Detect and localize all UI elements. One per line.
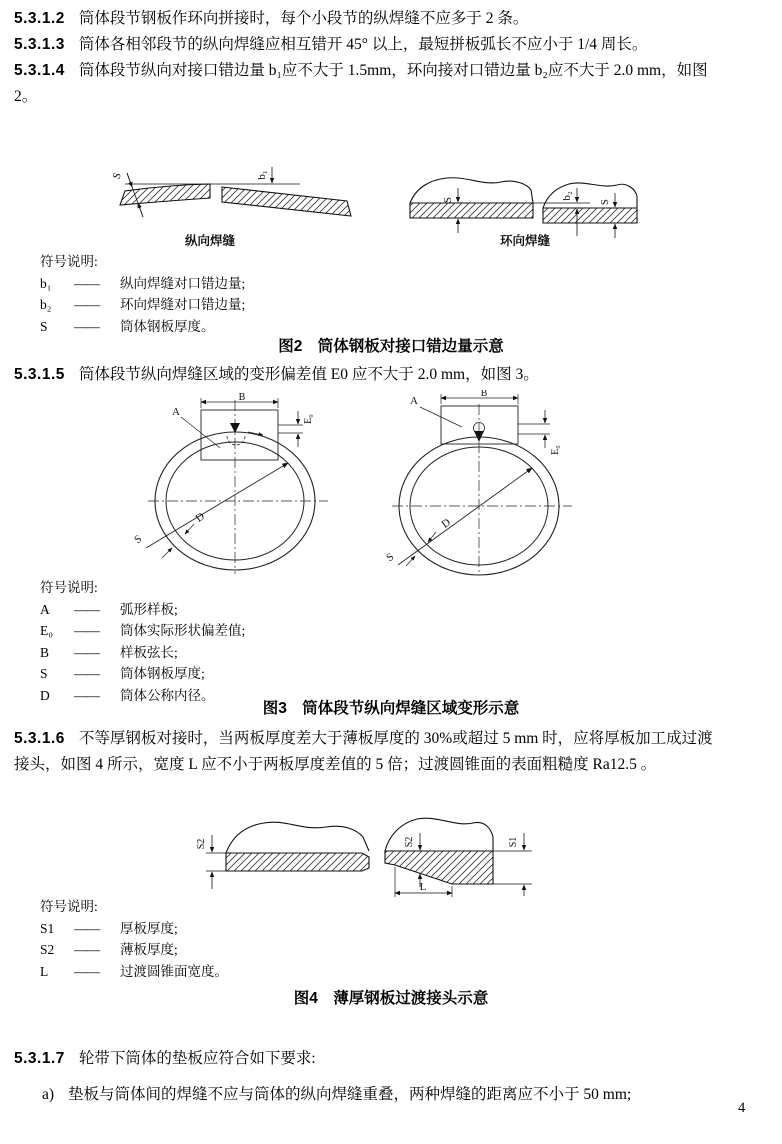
symbol-desc: 厚板厚度; <box>120 920 178 936</box>
fig4-label-s1: S1 <box>508 836 519 848</box>
clause-5-3-1-5 <box>14 362 539 388</box>
fig4-label-s2: S2 <box>196 838 207 850</box>
plate-strip <box>226 853 369 871</box>
fig3-right-diagram <box>392 394 572 575</box>
symbol: S <box>40 666 48 681</box>
symbols-title: 符号说明: <box>40 899 98 914</box>
symbol: D <box>40 687 50 703</box>
d-diameter-line <box>146 463 288 548</box>
clause-item-a <box>42 1082 631 1108</box>
symbol-row <box>40 599 245 621</box>
dash: —— <box>74 275 99 291</box>
symbol: S2 <box>40 942 55 957</box>
dash: —— <box>74 687 99 703</box>
clause-5-3-1-4 <box>14 58 708 84</box>
fig2-label-s: S <box>599 198 611 206</box>
clause-number: 5.3.1.4 <box>14 62 65 79</box>
fig2-label-b1: b₁ <box>256 170 268 180</box>
fig4-thick-plate <box>385 818 532 897</box>
dash: —— <box>74 623 99 638</box>
fig3-label-d: D <box>193 510 207 525</box>
symbol: L <box>40 963 49 979</box>
clause-text: 不等厚钢板对接时，当两板厚度差大于薄板厚度的 30%或超过 5 mm 时，应将厚板加工成过渡 <box>78 730 713 747</box>
symbols-title: 符号说明: <box>40 580 98 595</box>
dash: —— <box>74 318 99 334</box>
fig3-label-b: B <box>238 392 246 403</box>
clause-text: 筒体各相邻段节的纵向焊缝应相互错开 45° 以上，最短拼板弧长不应小于 1/4 周长。 <box>78 36 648 53</box>
clause-number: 5.3.1.3 <box>14 36 65 53</box>
fig4-thin-plate <box>206 822 369 889</box>
dash: —— <box>74 666 99 681</box>
clause-5-3-1-4-wrap <box>14 84 37 110</box>
figure3-caption: 图3 筒体段节纵向焊缝区域变形示意 <box>262 700 520 717</box>
fig2-circumferential-diagram <box>410 178 637 238</box>
fig2-right-subcaption: 环向焊缝 <box>499 234 551 248</box>
figure2-drawing <box>85 160 685 252</box>
a-leader <box>181 417 220 448</box>
symbol-row <box>40 939 228 961</box>
plate <box>120 184 210 205</box>
fig3-label-e0: E₀ <box>303 414 314 424</box>
clause-text: 筒体段节钢板作环向拼接时，每个小段节的纵焊缝不应多于 2 条。 <box>78 10 529 27</box>
dash: —— <box>74 942 99 957</box>
figure4-symbol-list <box>40 896 228 982</box>
fig3-label-e0: E₀ <box>550 445 561 455</box>
figure4-drawing <box>180 806 580 898</box>
fig3-label-s: S <box>384 550 397 565</box>
weld-bump <box>230 423 240 433</box>
symbol: b₂ <box>40 297 52 312</box>
symbols-title: 符号说明: <box>40 254 98 269</box>
symbol-row <box>40 294 245 316</box>
symbol-row <box>40 620 245 642</box>
weld-bump <box>474 431 484 442</box>
plate-outline <box>226 822 369 853</box>
symbol-desc: 筒体钢板厚度; <box>120 666 205 681</box>
fig2-left-subcaption: 纵向焊缝 <box>184 234 236 248</box>
fig2-label-s: S <box>442 196 454 204</box>
symbol-desc: 纵向焊缝对口错边量; <box>120 275 246 291</box>
fig4-label-s2: S2 <box>404 836 415 848</box>
plate-strip <box>410 203 533 218</box>
clause-number: 5.3.1.7 <box>14 1050 65 1067</box>
symbol-row <box>40 273 245 295</box>
figure2-caption: 图2 筒体钢板对接口错边量示意 <box>278 338 504 355</box>
plate <box>222 187 351 216</box>
symbol-desc: 薄板厚度; <box>120 942 178 957</box>
plate-strip <box>385 851 493 884</box>
figure4-caption: 图4 薄厚钢板过渡接头示意 <box>293 990 489 1007</box>
clause-5-3-1-2 <box>14 6 528 32</box>
dash: —— <box>74 601 99 617</box>
clause-5-3-1-6-wrap <box>14 752 656 778</box>
clause-number: 5.3.1.5 <box>14 366 65 383</box>
symbol: B <box>40 644 50 660</box>
plate-outline <box>385 818 493 851</box>
symbol-desc: 筒体公称内径。 <box>120 687 215 703</box>
symbol-desc: 环向焊缝对口错边量; <box>120 297 246 312</box>
symbol-desc: 筒体实际形状偏差值; <box>120 623 246 638</box>
dash: —— <box>74 644 99 660</box>
page-number: 4 <box>738 1100 746 1116</box>
fig2-label-b2: b₂ <box>561 191 573 201</box>
clause-text: 轮带下筒体的垫板应符合如下要求: <box>78 1050 316 1067</box>
symbol-desc: 过渡圆锥面宽度。 <box>120 963 228 979</box>
symbol-row <box>40 961 228 983</box>
fig3-label-a: A <box>172 406 180 418</box>
clause-text: 筒体段节纵向焊缝区域的变形偏差值 E0 应不大于 2.0 mm，如图 3。 <box>78 366 539 383</box>
fig2-label-s: S <box>110 171 124 181</box>
figure3-drawing <box>98 390 622 576</box>
fig3-label-s: S <box>132 532 145 547</box>
clause-5-3-1-3 <box>14 32 647 58</box>
d-diameter-line <box>398 468 532 565</box>
symbol: A <box>40 601 50 617</box>
symbol: b₁ <box>40 275 52 291</box>
plate-outline <box>410 178 533 203</box>
symbol-row <box>40 642 245 664</box>
fig3-label-b: B <box>480 390 488 399</box>
plate-outline <box>543 183 637 208</box>
symbol: S1 <box>40 920 55 936</box>
item-letter: a) <box>42 1086 55 1103</box>
clause-number: 5.3.1.6 <box>14 730 65 747</box>
fig4-label-l: L <box>419 881 427 893</box>
symbol-desc: 筒体钢板厚度。 <box>120 318 215 334</box>
clause-text: 筒体段节纵向对接口错边量 b₁应不大于 1.5mm，环向接对口错边量 b₂应不大于 2.0 mm，如图 <box>78 62 708 79</box>
symbol-desc: 弧形样板; <box>120 601 178 617</box>
symbol: E₀ <box>40 623 53 638</box>
fig2-longitudinal-diagram <box>120 167 351 217</box>
weld-arc <box>227 436 245 445</box>
dash: —— <box>74 297 99 312</box>
clause-number: 5.3.1.2 <box>14 10 65 27</box>
symbol: S <box>40 318 48 334</box>
clause-5-3-1-6 <box>14 726 713 752</box>
fig3-left-diagram <box>146 398 328 574</box>
plate-strip <box>543 208 637 223</box>
dash: —— <box>74 920 99 936</box>
symbol-row <box>40 663 245 685</box>
clause-5-3-1-7 <box>14 1046 316 1072</box>
figure2-symbol-list <box>40 251 245 337</box>
fig3-label-a: A <box>410 395 418 407</box>
figure3-symbol-list <box>40 577 245 706</box>
clause-text: 垫板与筒体间的焊缝不应与筒体的纵向焊缝重叠，两种焊缝的距离应不小于 50 mm; <box>68 1086 632 1103</box>
fig3-label-d: D <box>439 516 453 531</box>
symbol-desc: 样板弦长; <box>120 644 178 660</box>
dash: —— <box>74 963 99 979</box>
clause-text: 接头，如图 4 所示，宽度 L 应不小于两板厚度差值的 5 倍；过渡圆锥面的表面粗糙度 Ra12.5 。 <box>14 756 657 773</box>
symbol-row <box>40 918 228 940</box>
clause-text: 2。 <box>14 88 38 105</box>
